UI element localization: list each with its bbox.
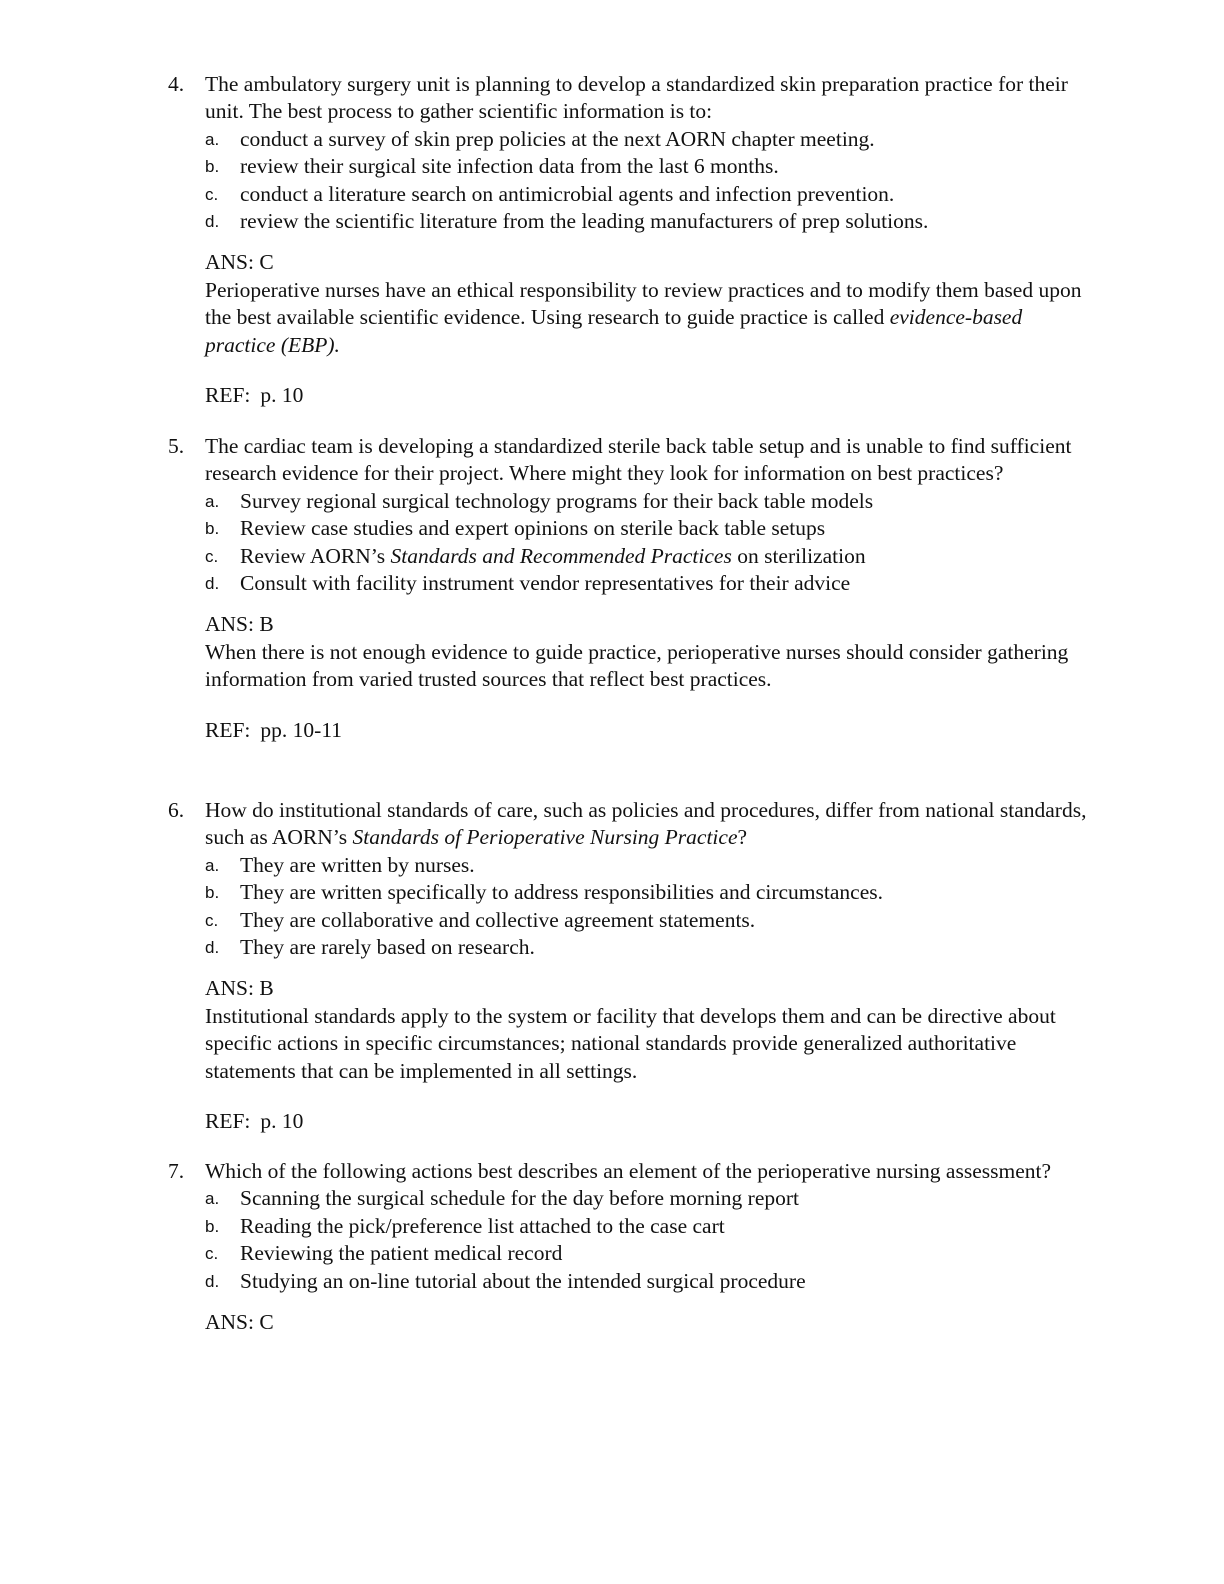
question-7 xyxy=(168,1158,1098,1336)
option-letter: c. xyxy=(205,910,219,930)
option-d xyxy=(168,570,1098,597)
option-letter: d. xyxy=(205,574,220,594)
question-text-pre: How do institutional standards of care, such as policies and procedures, differ from national standards, such as AORN’s xyxy=(205,798,1087,850)
option-text: Review case studies and expert opinions on sterile back table setups xyxy=(240,516,826,541)
option-text: Studying an on-line tutorial about the intended surgical procedure xyxy=(240,1268,806,1293)
question-text: The cardiac team is developing a standardized sterile back table setup and is unable to find sufficient research evidence for their project. Where might they look for information on best practices? xyxy=(205,434,1072,486)
option-b xyxy=(168,879,1098,906)
question-number: 6. xyxy=(168,798,185,822)
rationale: Institutional standards apply to the system or facility that develops them and can be directive about specific actions in specific circumstances; national standards provide generalized authoritative statements that can be implemented in all settings. xyxy=(205,1003,1056,1083)
option-text: They are collaborative and collective agreement statements. xyxy=(240,907,756,932)
option-letter: c. xyxy=(205,184,219,204)
ref-value: p. 10 xyxy=(260,383,304,408)
rationale xyxy=(168,277,1098,359)
question-4 xyxy=(168,71,1098,409)
option-text-pre: Review AORN’s xyxy=(240,543,391,568)
option-letter: d. xyxy=(205,1271,220,1291)
option-a xyxy=(168,1185,1098,1212)
question-text-post: ? xyxy=(737,825,748,850)
option-text: Reading the pick/preference list attached to the case cart xyxy=(240,1213,725,1238)
option-letter: d. xyxy=(205,212,220,232)
option-text-post: on sterilization xyxy=(731,543,866,568)
option-b xyxy=(168,1213,1098,1240)
reference xyxy=(168,382,1098,409)
option-text: Reviewing the patient medical record xyxy=(240,1241,563,1266)
option-letter: b. xyxy=(205,157,220,177)
option-letter: b. xyxy=(205,883,220,903)
option-letter: b. xyxy=(205,519,220,539)
option-letter: a. xyxy=(205,129,220,149)
option-text-title: Standards and Recommended Practices xyxy=(390,543,732,568)
ref-label: REF: xyxy=(205,1109,251,1134)
option-letter: a. xyxy=(205,1189,220,1209)
option-list xyxy=(168,852,1098,962)
reference xyxy=(168,717,1098,744)
option-b xyxy=(168,153,1098,180)
option-letter: a. xyxy=(205,491,220,511)
option-list xyxy=(168,488,1098,598)
question-text-title: Standards of Perioperative Nursing Practice xyxy=(352,825,738,850)
question-stem xyxy=(168,797,1098,852)
question-6 xyxy=(168,797,1098,1135)
option-text: review their surgical site infection data from the last 6 months. xyxy=(240,154,779,179)
option-text: Consult with facility instrument vendor representatives for their advice xyxy=(240,571,851,596)
option-text: They are rarely based on research. xyxy=(240,935,535,960)
option-list xyxy=(168,1185,1098,1295)
question-stem xyxy=(168,1158,1098,1185)
reference xyxy=(168,1108,1098,1135)
answer-key: ANS: C xyxy=(205,1310,274,1335)
question-text: Which of the following actions best describes an element of the perioperative nursing assessment? xyxy=(205,1159,1052,1183)
question-text xyxy=(205,798,1086,849)
option-a xyxy=(168,488,1098,515)
option-letter: c. xyxy=(205,1244,219,1264)
ref-label: REF: xyxy=(205,383,251,408)
option-text: They are written by nurses. xyxy=(240,852,475,877)
option-d xyxy=(168,208,1098,235)
option-a xyxy=(168,852,1098,879)
option-c xyxy=(168,543,1098,570)
option-d xyxy=(168,1268,1098,1295)
option-letter: a. xyxy=(205,855,220,875)
option-text xyxy=(240,544,866,568)
option-text: Scanning the surgical schedule for the day before morning report xyxy=(240,1186,800,1211)
ref-value: p. 10 xyxy=(260,1109,304,1134)
option-text: review the scientific literature from the leading manufacturers of prep solutions. xyxy=(240,209,929,234)
question-text: The ambulatory surgery unit is planning to develop a standardized skin preparation practice for their unit. The best process to gather scientific information is to: xyxy=(205,72,1068,124)
option-c xyxy=(168,907,1098,934)
rationale: When there is not enough evidence to guide practice, perioperative nurses should consider gathering information from varied trusted sources that reflect best practices. xyxy=(205,639,1069,692)
ref-label: REF: xyxy=(205,717,251,742)
answer-key: ANS: C xyxy=(205,250,274,275)
option-letter: c. xyxy=(205,546,219,566)
option-text: Survey regional surgical technology programs for their back table models xyxy=(240,488,874,513)
option-c xyxy=(168,1240,1098,1267)
option-list xyxy=(168,126,1098,236)
option-text: conduct a survey of skin prep policies at the next AORN chapter meeting. xyxy=(240,126,875,151)
question-number: 7. xyxy=(168,1159,185,1183)
option-c xyxy=(168,181,1098,208)
question-number: 5. xyxy=(168,434,185,458)
question-5 xyxy=(168,433,1098,744)
ref-value: pp. 10-11 xyxy=(260,717,343,742)
rationale-text: Perioperative nurses have an ethical responsibility to review practices and to modify them based upon the best available scientific evidence. Using research to guide practice is called xyxy=(205,277,1082,330)
option-letter: d. xyxy=(205,938,220,958)
option-text: conduct a literature search on antimicrobial agents and infection prevention. xyxy=(240,181,895,206)
rationale-term: evidence-based practice (EBP). xyxy=(205,305,1023,357)
answer-key: ANS: B xyxy=(205,976,274,1001)
option-b xyxy=(168,515,1098,542)
question-stem xyxy=(168,71,1098,126)
answer-key: ANS: B xyxy=(205,612,274,637)
option-text: They are written specifically to address responsibilities and circumstances. xyxy=(240,880,883,905)
option-d xyxy=(168,934,1098,961)
question-number: 4. xyxy=(168,72,185,96)
option-a xyxy=(168,126,1098,153)
option-letter: b. xyxy=(205,1216,220,1236)
question-stem xyxy=(168,433,1098,488)
